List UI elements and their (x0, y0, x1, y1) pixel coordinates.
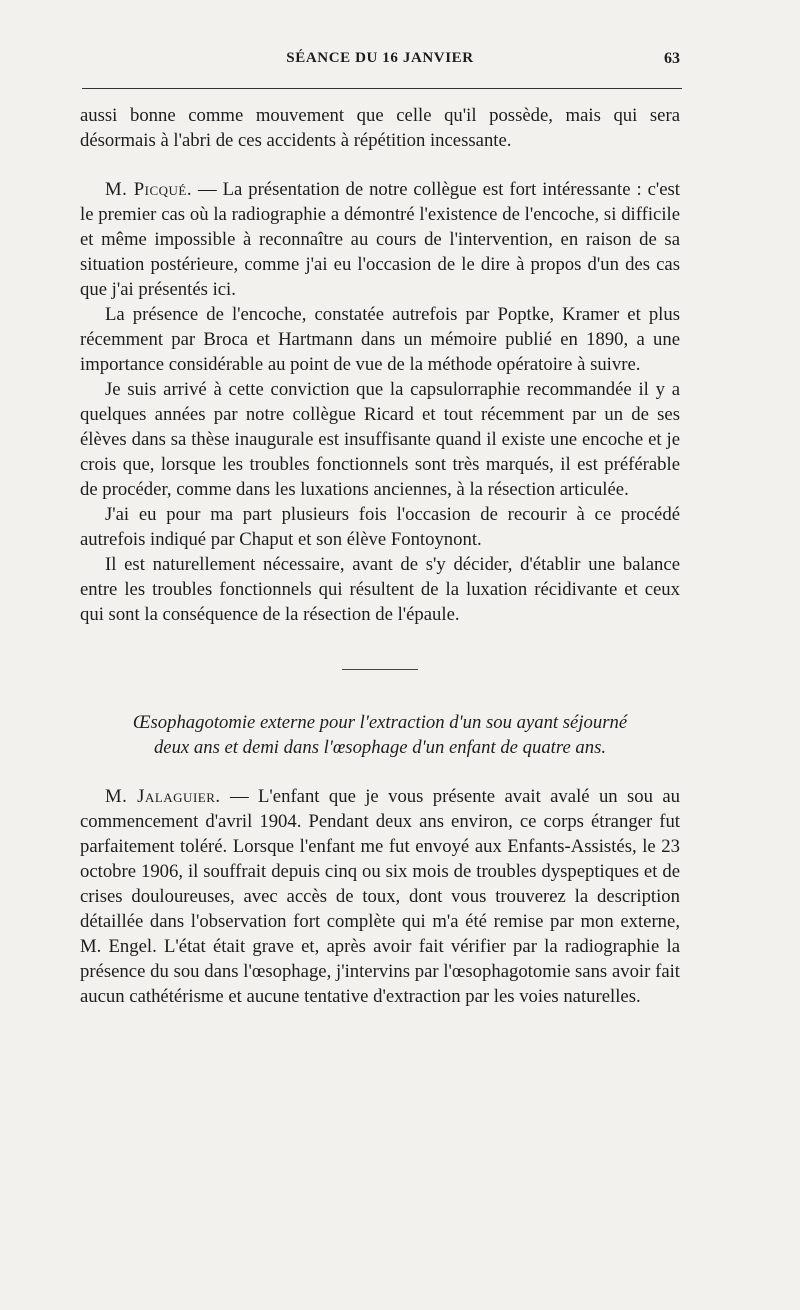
section-title-line-1: Œsophagotomie externe pour l'extraction d'un sou ayant séjourné (132, 712, 628, 733)
page-number: 63 (664, 50, 680, 67)
paragraph-conviction: Je suis arrivé à cette conviction que la capsulorraphie recommandée il y a quelques années par notre collègue Ricard et tout récemment par un de ses élèves dans sa thèse inaugurale est insuffisante quand il existe une encoche et je crois que, lorsque les troubles fonctionnels sont très marqués, il est préférable de procéder, comme dans les luxations anciennes, à la résection articulée. (80, 379, 680, 500)
body-text (80, 103, 680, 1009)
speaker-name: M. Picqué. (105, 179, 193, 200)
paragraph-picque (80, 177, 680, 302)
paragraph-continuation: aussi bonne comme mouvement que celle qu'il possède, mais qui sera désormais à l'abri de ces accidents à répétition incessante. (80, 105, 680, 151)
header-rule (82, 88, 682, 89)
section-separator (342, 669, 418, 670)
paragraph-text: — La présentation de notre collègue est fort intéressante : c'est le premier cas où la radiographie a démontré l'existence de l'encoche, si difficile et même impossible à reconnaître au cours de l'intervention, en raison de sa situation postérieure, comme j'ai eu l'occasion de le dire à propos d'un des cas que j'ai présentés ici. (80, 179, 680, 300)
header-title: SÉANCE DU 16 JANVIER (286, 50, 474, 66)
paragraph-balance: Il est naturellement nécessaire, avant de s'y décider, d'établir une balance entre les troubles fonctionnels qui résultent de la luxation récidivante et ceux qui sont la conséquence de la résection de l'épaule. (80, 554, 680, 625)
running-header (80, 48, 680, 78)
speaker-name: M. Jalaguier. (105, 786, 221, 807)
paragraph-chaput: J'ai eu pour ma part plusieurs fois l'occasion de recourir à ce procédé autrefois indiqué par Chaput et son élève Fontoynont. (80, 504, 680, 550)
paragraph-encoche: La présence de l'encoche, constatée autrefois par Poptke, Kramer et plus récemment par Broca et Hartmann dans un mémoire publié en 1890, a une importance considérable au point de vue de la méthode opératoire à suivre. (80, 304, 680, 375)
section-title-line-2: deux ans et demi dans l'œsophage d'un enfant de quatre ans. (153, 737, 607, 758)
paragraph-text: — L'enfant que je vous présente avait avalé un sou au commencement d'avril 1904. Pendant deux ans environ, ce corps étranger fut parfaitement toléré. Lorsque l'enfant me fut envoyé aux Enfants-Assistés, le 23 octobre 1906, il souffrait depuis cinq ou six mois de troubles dyspeptiques et de crises douloureuses, avec accès de toux, dont vous trouverez la description détaillée dans l'observation fort complète qui m'a été remise par mon externe, M. Engel. L'état était grave et, après avoir fait vérifier par la radiographie la présence du sou dans l'œsophage, j'intervins par l'œsophagotomie sans avoir fait aucun cathétérisme et aucune tentative d'extraction par les voies naturelles. (80, 786, 680, 1007)
paragraph-jalaguier (80, 784, 680, 1009)
section-title (80, 710, 680, 760)
